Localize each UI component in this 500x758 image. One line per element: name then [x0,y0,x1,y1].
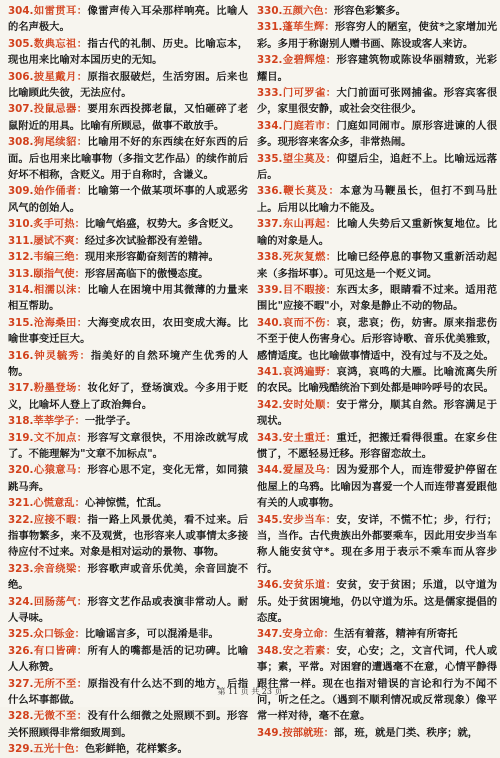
idiom-entry [257,315,497,364]
idiom-definition: 形容色彩繁多。 [333,5,406,17]
idiom-term: 308.狗尾续貂： [8,136,88,149]
idiom-entry [8,741,248,757]
idiom-entry [257,3,497,19]
idiom-term: 319.文不加点： [8,431,88,444]
idiom-definition: 形容穷人的陋室，使贫*之家增加光彩。多用于称谢别人赠书画、陈设或客人来访。 [257,21,497,50]
idiom-definition: 哀，悲哀；伤，妨害。原来指悲伤不至于使人伤害身心。后形容诗歌、音乐优美雅致，感情适度。也比喻做事情适中，没有过与不及之处。 [257,316,498,362]
idiom-definition: 东西太多，眼睛看不过来。适用范围比"应接不暇"小，对象是静止不动的物品。 [257,283,498,313]
idiom-entry [257,462,497,511]
idiom-entry [257,577,497,626]
idiom-term: 317.粉墨登场： [8,382,88,395]
idiom-entry [257,626,497,642]
idiom-entry [8,69,248,102]
page-footer: 第 11 页 共 23 页 [217,687,283,696]
idiom-term: 323.余音绕梁： [8,562,88,575]
idiom-definition: 安，安详，不慌不忙；步，行行；当，当作。古代贵族出外都要乘车，因此用安步当车称人能安贫守*。现在多用于表示不乘车而从容步行。 [257,513,498,575]
idiom-definition: 指一路上风景优美，看不过来。后指事物繁多，来不及观赏，也形容来人或事情太多接待应付不过来。对象是相对运动的景物、事物。 [8,513,249,559]
idiom-definition: 安于常分，顺其自然。形容满足于现状。 [257,398,498,428]
idiom-term: 312.韦编三绝： [8,251,85,264]
idiom-entry [257,397,497,430]
idiom-entry [257,643,497,725]
idiom-term: 330.五颜六色： [257,5,334,17]
idiom-term: 337.东山再起： [257,218,337,231]
idiom-entry [257,118,497,151]
idiom-definition: 本意为马鞭虽长，但打不到马肚上。后用以比喻力不能及。 [257,185,497,214]
idiom-definition: 妆化好了，登场演戏。今多用于贬义，比喻坏人登上了政治舞台。 [8,382,249,411]
idiom-term: 349.按部就班： [257,726,334,739]
idiom-definition: 现用来形容勤奋刻苦的精神。 [84,251,219,264]
idiom-term: 311.屡试不爽： [8,234,85,247]
idiom-term: 345.安步当车： [257,513,337,526]
idiom-term: 316.钟灵毓秀： [8,349,91,362]
idiom-definition: 一批学子。 [84,415,137,428]
idiom-term: 342.安时处顺： [257,398,337,411]
idiom-entry [257,249,497,282]
idiom-definition: 比喻谣言多，可以混淆是非。 [84,628,219,641]
idiom-definition: 比喻用不好的东西续在好东西的后面。后也用来比喻事物（多指文艺作品）的续作前后好坏不相称，含贬义。用于自称时，含谦义。 [8,136,249,182]
idiom-term: 332.金碧辉煌： [257,54,337,67]
idiom-definition: 哀鸿，哀鸣的大雁。比喻流离失所的农民。比喻残酷统治下到处都是呻吟呼号的农民。 [257,365,498,395]
idiom-term: 309.始作俑者： [8,185,88,198]
idiom-term: 315.沧海桑田： [8,316,88,329]
idiom-definition: 原指没有什么达不到的地方，后指什么坏事都做。 [8,677,249,707]
idiom-entry [8,495,248,511]
idiom-entry [8,643,248,676]
idiom-entry [8,315,248,348]
idiom-term: 347.安身立命： [257,628,334,641]
idiom-definition: 原指衣服破烂，生活穷困。后来也比喻顾此失彼，无法应付。 [8,70,249,100]
idiom-definition: 安，心安；之，文言代词，代人或事；素，平常。对困窘的遭遇毫不在意，心情平静得跟往常一样。现在也指对错误的言论和行为不闻不问，听之任之。（遇到不顺利情况或反常现象）像平常一样对待，毫不在意。 [257,644,498,723]
idiom-term: 325.众口铄金： [8,628,85,641]
idiom-term: 341.哀鸿遍野： [257,365,337,378]
idiom-term: 314.相濡以沫： [8,283,88,296]
idiom-definition: 形容写文章很快，不用涂改就写成了。不能理解为"文章不加标点"。 [8,431,249,460]
idiom-entry [257,364,497,397]
idiom-entry [8,216,248,232]
idiom-definition: 比喻已经停息的事物又重新活动起来（多指坏事）。可见这是一个贬义词。 [257,251,498,280]
idiom-term: 310.炙手可热： [8,218,85,231]
idiom-definition: 部，班，就是门类、秩序；就， [333,726,479,739]
idiom-entry [8,348,248,381]
idiom-definition: 大海变成农田，农田变成大海。比喻世事变迁巨大。 [8,316,249,346]
idiom-definition: 形容建筑物或陈设华丽精致，光彩耀目。 [257,54,498,83]
idiom-entry [257,151,497,184]
idiom-definition: 重迁，把搬迁看得很重。在家乡住惯了，不愿轻易迁移。形容留恋故土。 [257,431,498,460]
idiom-term: 307.投鼠忌器： [8,103,88,116]
idiom-definition: 比喻人失势后又重新恢复地位。比喻的对象是人。 [257,218,498,247]
idiom-term: 305.数典忘祖： [8,37,88,50]
idiom-entry [8,561,248,594]
idiom-definition: 没有什么细微之处照顾不到。形容关怀照顾得非常细致周到。 [8,710,249,739]
idiom-term: 343.安土重迁： [257,431,337,444]
idiom-entry [8,3,248,36]
idiom-definition: 形容文艺作品或表演非常动人。耐人寻味。 [8,595,249,625]
idiom-entry [8,183,248,216]
idiom-entry [257,19,497,52]
idiom-term: 329.五光十色： [8,743,85,756]
idiom-entry [8,233,248,249]
idiom-definition: 因为爱那个人，而连带爱护停留在他屋上的乌鸦。比喻因为喜爱一个人而连带喜爱跟他有关的人或事物。 [257,464,498,510]
idiom-definition: 经过多次试验都没有差错。 [84,234,209,247]
idiom-entry [257,52,497,85]
idiom-entry [8,380,248,413]
idiom-entry [8,462,248,495]
idiom-term: 331.蓬荜生辉： [257,21,335,34]
idiom-term: 321.心慌意乱： [8,497,85,510]
idiom-entry [8,708,248,741]
idiom-term: 338.死灰复燃： [257,251,337,264]
idiom-term: 339.目不暇接： [257,283,337,296]
idiom-term: 322.应接不暇： [8,513,88,526]
idiom-term: 344.爱屋及乌： [257,464,337,477]
idiom-definition: 大门前面可张网捕雀。形容宾客很少，家里很安静，或社会交往很少。 [257,87,498,116]
idiom-term: 333.门可罗雀： [257,87,337,100]
idiom-term: 328.无微不至： [8,710,88,723]
idiom-entry [8,282,248,315]
idiom-term: 313.颐指气使： [8,267,85,280]
left-column [8,3,248,758]
idiom-term: 334.门庭若市： [257,119,337,132]
idiom-definition: 所有人的嘴都是活的记功碑。比喻人人称赞。 [8,644,249,674]
idiom-definition: 指古代的礼制、历史。比喻忘本，现也用来比喻对本国历史的无知。 [8,37,249,67]
right-column [257,3,497,741]
idiom-definition: 仰望后尘，追赶不上。比喻远远落后。 [257,152,498,182]
idiom-definition: 比喻第一个做某项坏事的人或恶劣风气的创始人。 [8,185,249,214]
idiom-definition: 形容歌声或音乐优美，余音回旋不绝。 [8,562,249,592]
idiom-definition: 要用东西投掷老鼠，又怕砸碎了老鼠附近的用具。比喻有所顾忌，做事不敢放手。 [8,103,249,132]
idiom-entry [257,85,497,118]
idiom-entry [8,626,248,642]
idiom-term: 336.鞭长莫及： [257,185,340,198]
idiom-definition: 色彩鲜艳，花样繁多。 [84,743,188,756]
idiom-term: 340.哀而不伤： [257,316,337,329]
idiom-entry [257,430,497,463]
idiom-term: 324.回肠荡气： [8,595,88,608]
idiom-term: 306.披星戴月： [8,70,88,83]
idiom-entry [8,512,248,561]
idiom-definition: 门庭如同闹市。原形容进谏的人很多。现形容来客众多，非常热闹。 [257,119,498,149]
idiom-definition: 比喻人在困境中用其微薄的力量来相互帮助。 [8,283,249,313]
idiom-term: 348.安之若素： [257,644,337,657]
idiom-definition: 像雷声传入耳朵那样响亮。比喻人的名声极大。 [8,5,249,34]
idiom-term: 326.有口皆碑： [8,644,88,657]
idiom-entry [257,282,497,315]
idiom-term: 304.如雷贯耳： [8,5,88,17]
idiom-term: 320.心猿意马： [8,464,88,477]
idiom-entry [8,413,248,429]
idiom-entry [257,725,497,741]
idiom-entry [8,134,248,183]
idiom-term: 346.安贫乐道： [257,579,337,592]
idiom-entry [8,266,248,282]
idiom-definition: 形容居高临下的傲慢态度。 [84,267,209,280]
idiom-entry [8,594,248,627]
idiom-definition: 生活有着落，精神有所寄托 [333,628,458,641]
idiom-entry [8,430,248,463]
idiom-definition: 安贫，安于贫困；乐道，以守道为乐。处于贫困境地，仍以守道为乐。这是儒家提倡的态度。 [257,579,498,625]
idiom-term: 318.莘莘学子： [8,415,85,428]
idiom-entry [8,36,248,69]
idiom-entry [8,101,248,134]
idiom-definition: 形容心思不定，变化无常，如同猿跳马奔。 [8,464,249,493]
idiom-entry [257,216,497,249]
idiom-entry [8,249,248,265]
idiom-term: 327.无所不至： [8,677,88,690]
idiom-definition: 指美好的自然环境产生优秀的人物。 [8,349,248,378]
idiom-definition: 比喻气焰盛，权势大。多含贬义。 [84,218,240,231]
idiom-entry [257,183,497,216]
idiom-entry [257,512,497,578]
idiom-definition: 心神惊慌，忙乱。 [84,497,168,510]
idiom-term: 335.望尘莫及： [257,152,337,165]
